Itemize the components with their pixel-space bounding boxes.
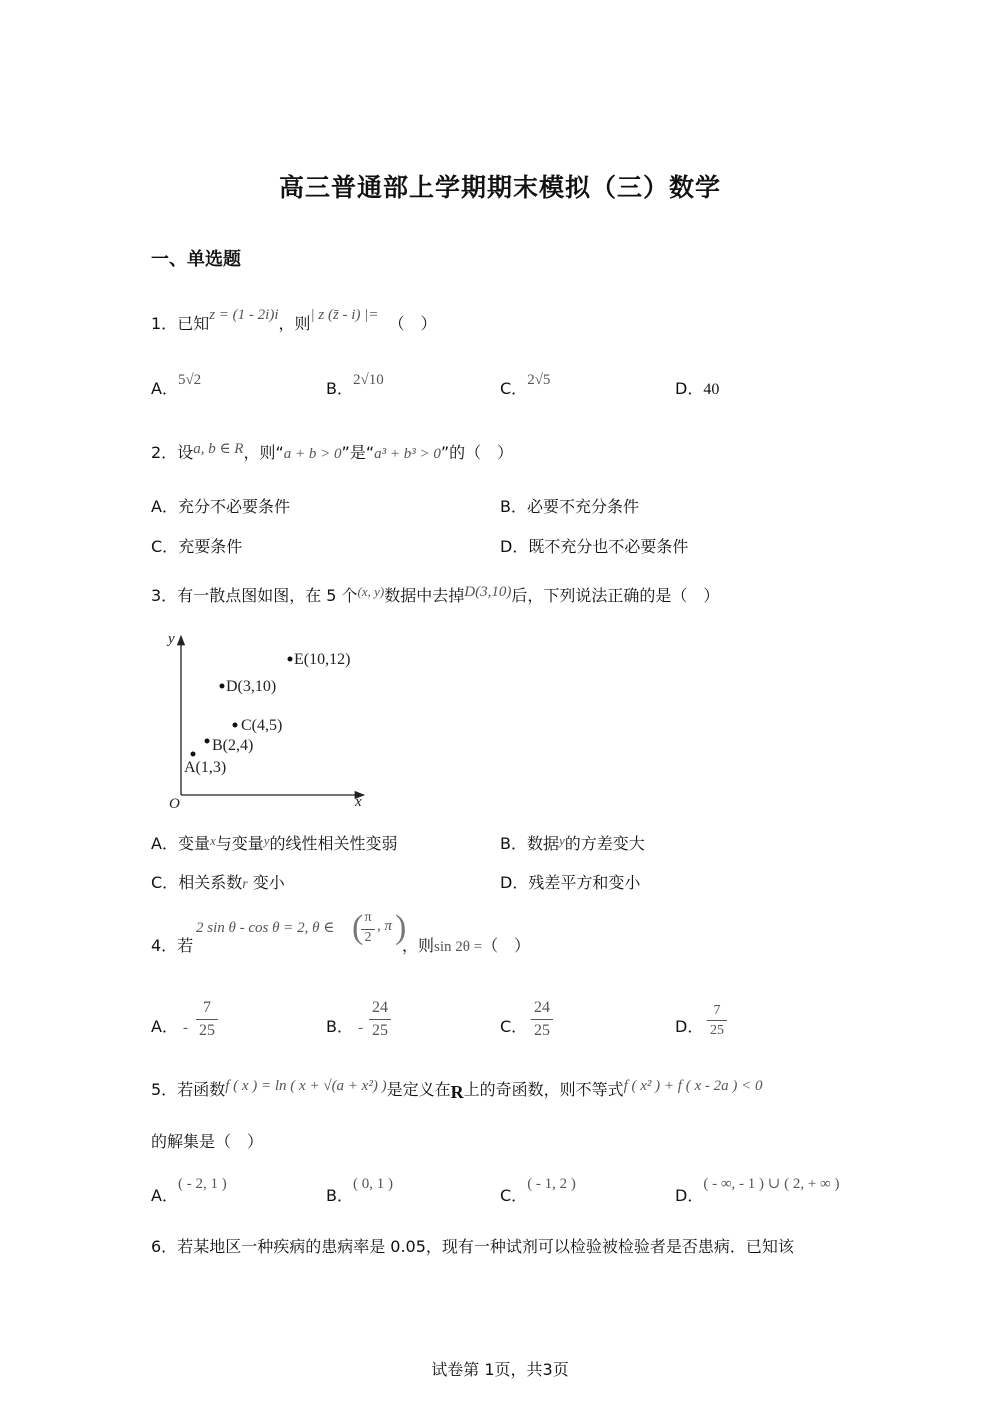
formula: a³ + b³ > 0 [374,446,441,462]
option-label: A． [151,497,178,516]
option-text: 与变量 [215,834,264,853]
q1-option-c[interactable] [500,372,551,399]
option-label: B． [500,834,527,853]
option-value: 40 [703,381,720,398]
option-value: ( 0, 1 ) [352,1176,393,1192]
option-text: 残差平方和变小 [528,873,641,892]
option-label: B． [326,379,353,398]
question-4-tail [402,935,530,958]
fraction-numerator: 24 [534,999,550,1016]
paren-right: ) [395,909,407,946]
formula: D(3,10) [464,584,512,600]
formula-fraction [361,908,375,945]
option-label: C． [500,379,528,398]
q4-option-d-fraction [707,1002,727,1039]
formula: x [209,833,216,848]
option-label: D． [675,379,704,398]
q5-option-b[interactable] [326,1176,393,1206]
fraction-denominator: 25 [710,1023,724,1038]
x-axis-label: x [355,794,362,810]
point-b [205,739,210,744]
q1-option-b[interactable] [326,372,384,399]
question-number: 2． [151,443,178,462]
question-text: 若 [177,936,194,955]
page-footer: 试卷第 1页，共3页 [431,1360,569,1379]
option-label: A． [151,1186,178,1205]
question-text: ，则 [278,314,311,333]
formula [196,918,334,937]
q4-option-c-fraction [531,998,553,1041]
q5-option-a[interactable] [151,1176,227,1206]
option-label: C． [500,1186,528,1205]
point-c [233,723,238,728]
question-text: ，则“ [243,443,284,462]
question-text: 已知 [177,314,210,333]
question-number: 5． [151,1080,178,1099]
option-value: 2√10 [352,372,384,388]
option-label: B． [500,497,527,516]
question-4 [151,935,193,957]
fraction-denominator: 25 [372,1022,388,1039]
question-number: 4． [151,936,178,955]
question-1 [151,307,437,336]
answer-blank: （ ） [482,936,531,955]
q3-option-c[interactable] [151,870,285,893]
option-sign: - [183,1020,189,1036]
formula: r [242,877,248,892]
option-text: 相关系数 [178,873,243,892]
fraction-denominator: 25 [534,1022,550,1039]
question-text: 上的奇函数，则不等式 [463,1080,624,1099]
question-text: 是定义在 [386,1080,451,1099]
formula: f ( x ) = ln ( x + √(a + x²) ) [225,1078,387,1094]
option-sign: - [358,1020,364,1036]
formula: y [263,833,270,848]
formula: f ( x² ) + f ( x - 2a ) < 0 [623,1078,763,1094]
question-text: ，则 [402,936,435,955]
option-text: 的方差变大 [564,834,645,853]
question-text: ”是“ [341,443,375,462]
formula: | z (z̄ - i) |= [310,307,379,323]
q4-option-c[interactable] [500,1014,527,1037]
formula: sin 2θ = [434,939,483,955]
question-5-line2: 的解集是（ ） [151,1132,264,1151]
q2-option-b[interactable] [500,494,639,517]
fraction-denominator: 25 [199,1022,215,1039]
option-text: 变量 [177,834,210,853]
question-number: 1． [151,314,178,333]
option-text: 数据 [526,834,559,853]
q4-option-b-fraction [369,998,391,1041]
question-5 [151,1078,762,1102]
q4-option-a-fraction [196,998,218,1041]
formula-tail: , π [377,918,393,934]
fraction-numerator: π [364,910,372,925]
origin-label: O [169,796,180,812]
domain-symbol: R [450,1082,464,1102]
option-label: C． [500,1017,528,1036]
question-2 [151,442,513,465]
q3-option-d[interactable] [500,870,640,893]
option-value: 2√5 [527,372,551,388]
formula: y [559,833,565,848]
fraction-numerator: 7 [203,999,211,1016]
point-a-label: A(1,3) [184,759,227,776]
q1-option-d[interactable] [675,376,719,399]
option-value: 5√2 [177,372,202,388]
question-number: 6． [151,1237,178,1256]
q2-option-a[interactable] [151,494,290,517]
point-d-label: D(3,10) [226,678,277,695]
option-text: 充分不必要条件 [177,497,290,516]
fraction-numerator: 7 [713,1003,721,1018]
formula: z = (1 - 2i)i [209,307,279,323]
option-label: A． [151,834,178,853]
fraction-denominator: 2 [364,930,372,945]
option-text: 既不充分也不必要条件 [528,537,689,556]
question-text: 有一散点图如图，在 5 个 [177,586,358,605]
q5-option-c[interactable] [500,1176,576,1206]
question-text: 若某地区一种疾病的患病率是 0.05，现有一种试剂可以检验被检验者是否患病．已知该 [177,1237,794,1256]
q4-option-d[interactable] [675,1014,703,1037]
option-value: ( - ∞, - 1 ) ∪ ( 2, + ∞ ) [703,1176,840,1192]
paren-left: ( [352,909,364,946]
option-label: C． [151,537,179,556]
point-c-label: C(4,5) [241,717,283,734]
option-label: D． [500,537,529,556]
option-value: ( - 1, 2 ) [527,1176,576,1192]
q4-option-a[interactable] [151,1014,188,1037]
formula: a, b ∈ R [193,441,244,457]
point-b-label: B(2,4) [212,737,254,754]
option-value: ( - 2, 1 ) [177,1176,227,1192]
q2-option-d[interactable] [500,534,688,557]
option-text: 充要条件 [178,537,243,556]
point-d [220,684,225,689]
option-text: 的线性相关性变弱 [269,834,398,853]
fraction-numerator: 24 [372,999,388,1016]
option-label: D． [675,1186,704,1205]
option-label: D． [500,873,529,892]
q4-option-b[interactable] [326,1014,363,1037]
option-label: B． [326,1186,353,1205]
option-text: 必要不充分条件 [526,497,639,516]
question-6 [151,1236,794,1258]
question-text: 设 [177,443,194,462]
option-label: D． [675,1017,704,1036]
question-text: ”的（ ） [440,443,514,462]
option-label: C． [151,873,179,892]
y-axis-label: y [168,631,175,647]
q3-option-a[interactable] [151,831,398,854]
point-a [191,752,196,757]
scatter-plot [160,628,380,814]
page-title: 高三普通部上学期期末模拟（三）数学 [278,173,721,202]
section-heading: 一、单选题 [151,249,241,270]
point-e [288,657,293,662]
question-number: 3． [151,586,178,605]
answer-blank: （ ） [388,314,437,333]
option-label: A． [151,1017,178,1036]
formula-text: 2 sin θ - cos θ = 2, θ ∈ [196,920,335,936]
q3-option-b[interactable] [500,831,645,854]
question-3 [151,585,719,608]
q5-option-d[interactable] [675,1176,840,1206]
option-text: 变小 [252,873,285,892]
question-text: 若函数 [177,1080,226,1099]
option-label: A． [151,379,178,398]
q1-option-a[interactable] [151,372,202,399]
question-text: 数据中去掉 [384,586,465,605]
formula: a + b > 0 [283,446,342,462]
question-text: 后，下列说法正确的是（ ） [511,586,720,605]
q2-option-c[interactable] [151,534,242,557]
formula: (x, y) [357,584,385,599]
point-e-label: E(10,12) [294,651,351,668]
option-label: B． [326,1017,353,1036]
